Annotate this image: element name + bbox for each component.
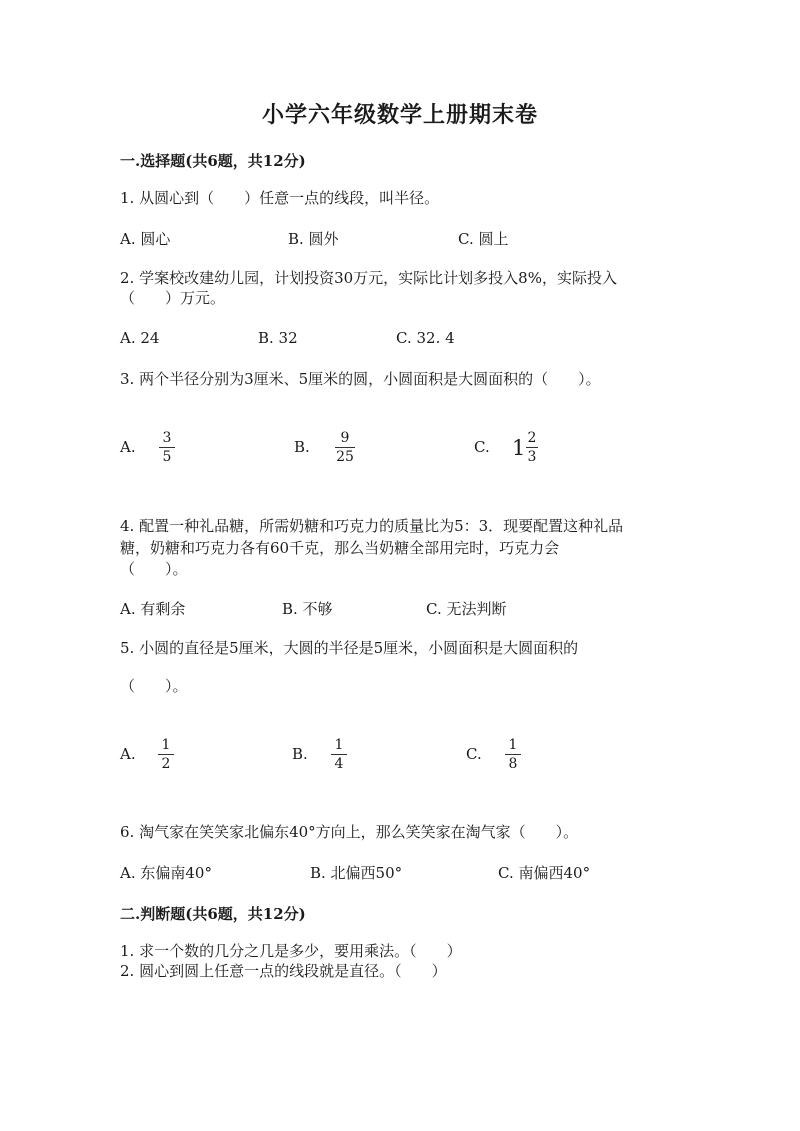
- question-2-line2: （ ）万元。: [120, 289, 226, 307]
- q3-option-b-label: B.: [294, 438, 310, 456]
- q3-option-a-label: A.: [120, 438, 136, 456]
- q6-option-a: A. 东偏南40°: [120, 864, 212, 882]
- section-heading-judgment: 二.判断题(共6题，共12分): [120, 905, 306, 923]
- judgment-2-text: 2. 圆心到圆上任意一点的线段就是直径。（ ）: [120, 962, 447, 980]
- question-4-line1: 4. 配置一种礼品糖，所需奶糖和巧克力的质量比为5：3．现要配置这种礼品: [120, 517, 624, 535]
- question-4-line2: 糖，奶糖和巧克力各有60千克，那么当奶糖全部用完时，巧克力会: [120, 539, 560, 557]
- fraction-bar: [335, 447, 355, 448]
- fraction-bar: [505, 754, 521, 755]
- q5-option-c-fraction: [503, 737, 523, 772]
- question-5-line2: （ ）。: [120, 677, 188, 695]
- fraction-bar: [158, 754, 174, 755]
- q2-option-c: C. 32. 4: [396, 329, 455, 347]
- q2-option-a: A. 24: [120, 329, 160, 347]
- q2-option-b: B. 32: [258, 329, 298, 347]
- q5-option-b-fraction: [329, 737, 349, 772]
- numerator: 1: [334, 737, 344, 753]
- numerator: 1: [161, 737, 171, 753]
- q6-option-c: C. 南偏西40°: [498, 864, 591, 882]
- fraction-bar: [159, 447, 175, 448]
- q1-option-b: B. 圆外: [288, 230, 339, 248]
- q3-option-c-whole: 1: [512, 436, 526, 460]
- question-1-text: 1. 从圆心到（ ）任意一点的线段，叫半径。: [120, 189, 440, 207]
- numerator: 2: [527, 430, 537, 446]
- q5-option-a-fraction: [156, 737, 176, 772]
- question-3-text: 3. 两个半径分别为3厘米、5厘米的圆，小圆面积是大圆面积的（ ）。: [120, 370, 601, 388]
- page-title: 小学六年级数学上册期末卷: [261, 102, 538, 128]
- denominator: 3: [527, 449, 537, 465]
- question-6-text: 6. 淘气家在笑笑家北偏东40°方向上，那么笑笑家在淘气家（ ）。: [120, 823, 579, 841]
- q1-option-c: C. 圆上: [458, 230, 509, 248]
- denominator: 8: [508, 756, 518, 772]
- numerator: 1: [508, 737, 518, 753]
- numerator: 9: [340, 430, 350, 446]
- q4-option-a: A. 有剩余: [120, 600, 186, 618]
- fraction-bar: [331, 754, 347, 755]
- q3-option-b-fraction: [333, 430, 357, 465]
- numerator: 3: [162, 430, 172, 446]
- q6-option-b: B. 北偏西50°: [310, 864, 403, 882]
- question-4-line3: （ ）。: [120, 560, 188, 578]
- judgment-1-text: 1. 求一个数的几分之几是多少，要用乘法。（ ）: [120, 942, 462, 960]
- denominator: 25: [336, 449, 354, 465]
- q4-option-c: C. 无法判断: [426, 600, 507, 618]
- denominator: 2: [161, 756, 171, 772]
- section-heading-choice: 一.选择题(共6题，共12分): [120, 152, 306, 170]
- denominator: 5: [162, 449, 172, 465]
- q3-option-a-fraction: [157, 430, 177, 465]
- q3-option-c-fraction: [524, 430, 540, 465]
- q1-option-a: A. 圆心: [120, 230, 171, 248]
- q5-option-b-label: B.: [292, 745, 308, 763]
- q5-option-c-label: C.: [466, 745, 482, 763]
- q5-option-a-label: A.: [120, 745, 136, 763]
- q3-option-c-label: C.: [474, 438, 490, 456]
- question-5-line1: 5. 小圆的直径是5厘米，大圆的半径是5厘米，小圆面积是大圆面积的: [120, 639, 579, 657]
- denominator: 4: [334, 756, 344, 772]
- question-2-line1: 2. 学案校改建幼儿园，计划投资30万元，实际比计划多投入8%，实际投入: [120, 269, 617, 287]
- q4-option-b: B. 不够: [282, 600, 333, 618]
- fraction-bar: [526, 447, 538, 448]
